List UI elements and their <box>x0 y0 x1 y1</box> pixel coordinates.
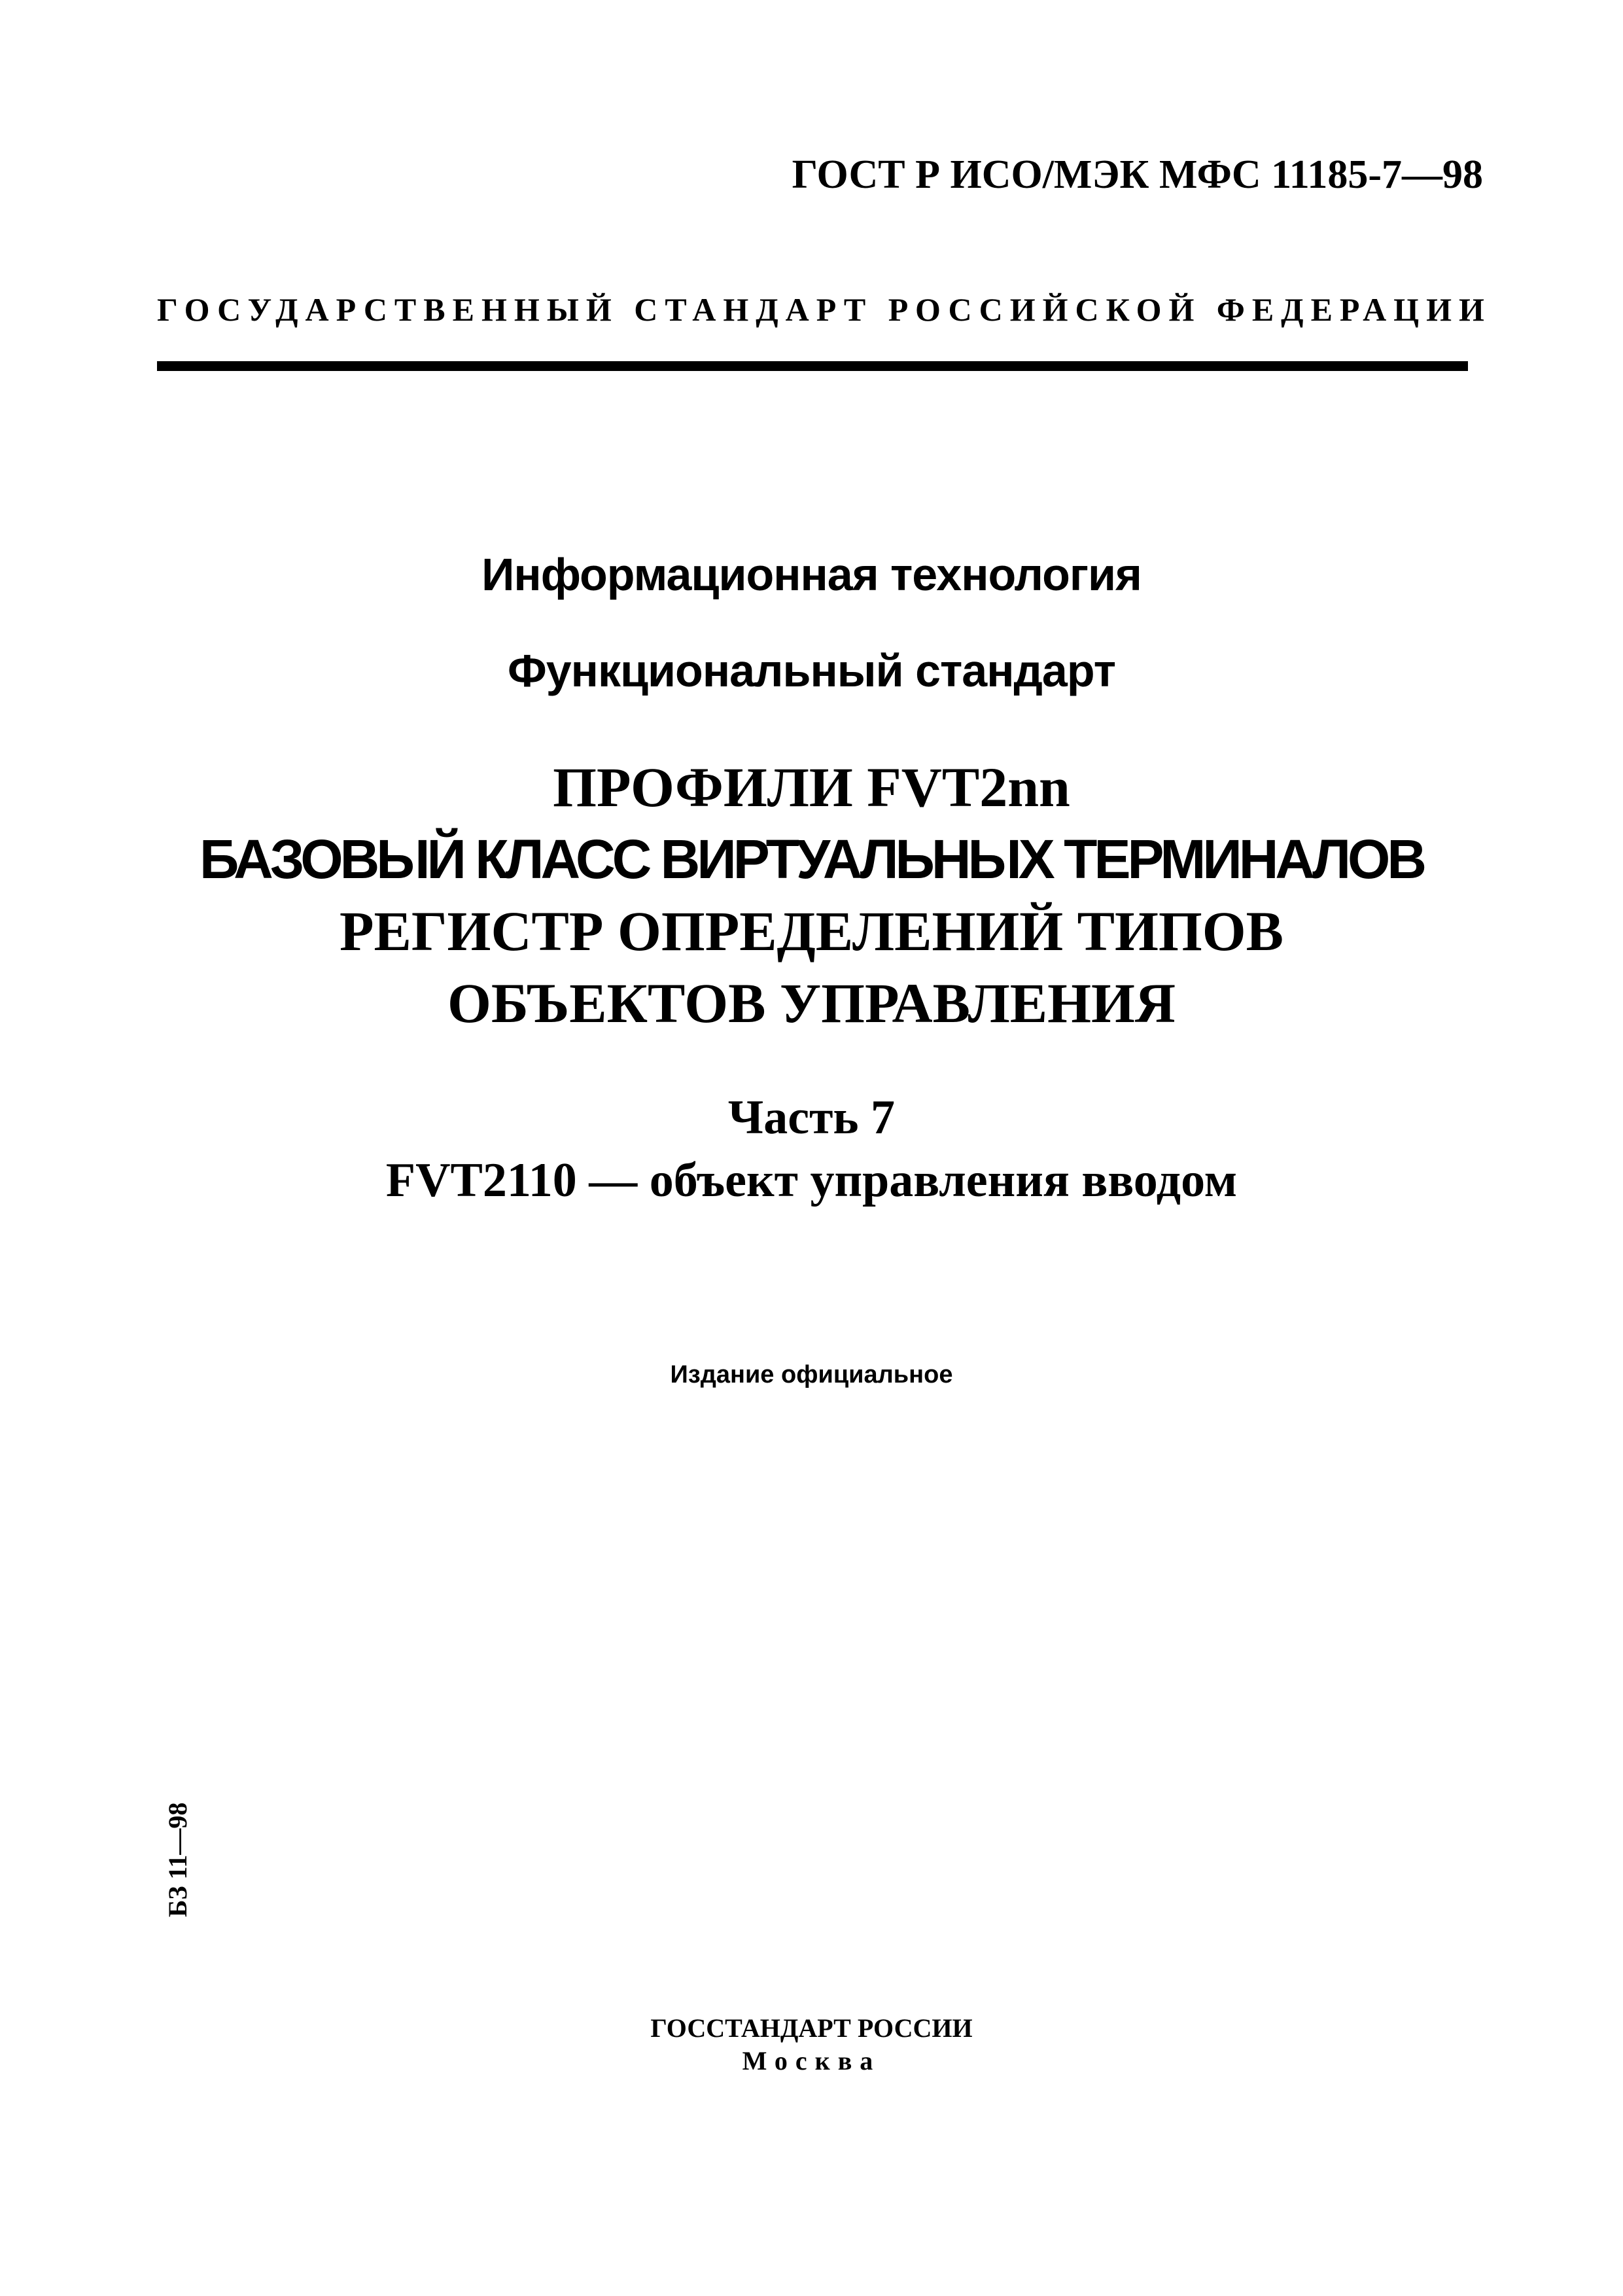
edition-note: Издание официальное <box>670 1361 953 1388</box>
main-title-line: РЕГИСТР ОПРЕДЕЛЕНИЙ ТИПОВ <box>339 900 1284 963</box>
organization-title: ГОСУДАРСТВЕННЫЙ СТАНДАРТ РОССИЙСКОЙ ФЕДЕРАЦИИ <box>157 291 1492 328</box>
main-title-line: БАЗОВЫЙ КЛАСС ВИРТУАЛЬНЫХ ТЕРМИНАЛОВ <box>199 828 1424 890</box>
main-title-line: ПРОФИЛИ FVT2nn <box>553 756 1070 819</box>
subtitle-functional-standard: Функциональный стандарт <box>508 645 1115 696</box>
publisher-block <box>0 2012 1623 2077</box>
header-rule <box>157 361 1468 371</box>
part-block <box>0 1086 1623 1212</box>
part-label: Часть 7 <box>727 1091 896 1144</box>
side-catalog-code: БЗ 11—98 <box>163 1802 192 1917</box>
publisher-city: Москва <box>742 2046 881 2075</box>
publisher-name: ГОССТАНДАРТ РОССИИ <box>650 2013 973 2043</box>
part-title: FVT2110 — объект управления вводом <box>385 1154 1238 1207</box>
main-title <box>0 751 1623 1039</box>
document-designation: ГОСТ Р ИСО/МЭК МФС 11185-7—98 <box>792 152 1483 197</box>
main-title-line: ОБЪЕКТОВ УПРАВЛЕНИЯ <box>447 972 1176 1034</box>
subtitle-information-technology: Информационная технология <box>481 549 1142 600</box>
